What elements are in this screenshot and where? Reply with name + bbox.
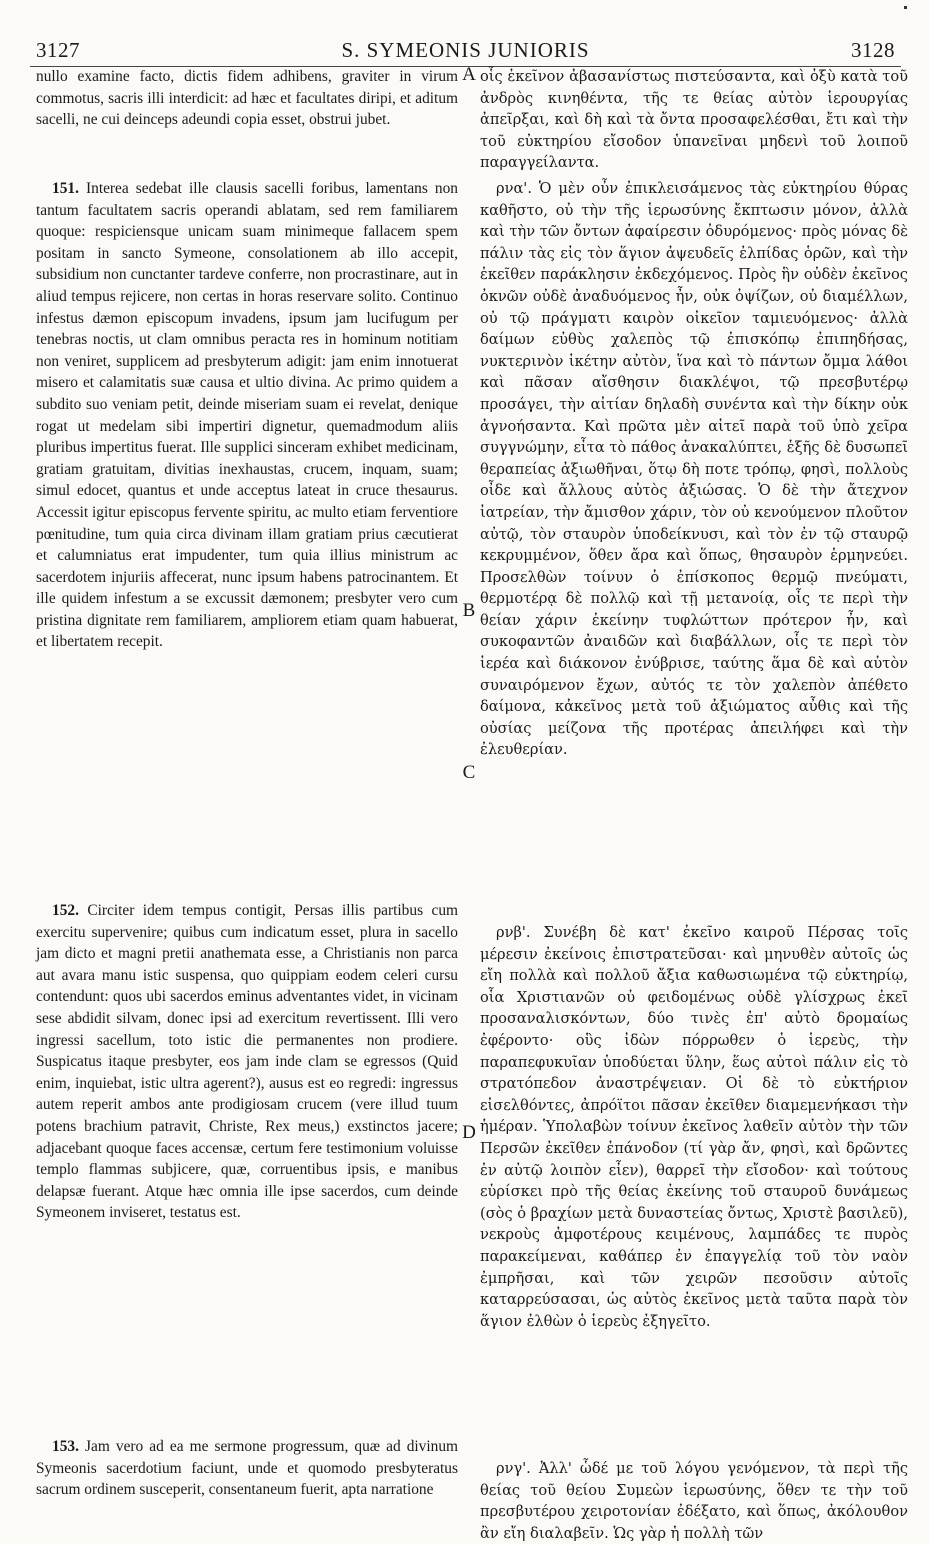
greek-paragraph-152 [480,922,908,1332]
latin-section-number-151: 151. [52,180,79,197]
page-number-left: 3127 [36,38,80,62]
greek-text-151: Ὁ μὲν οὖν ἐπικλεισάμενος τὰς εὐκτηρίου θύρας καθῆστο, οὐ τὴν τῆς ἱερωσύνης ἔκπτωσιν μόνον, ἀλλὰ καὶ τὴν τῶν ὄντων ἀφαίρεσιν ὀδυρόμενος· πρὸς μόνας δὲ πάλιν τὰς εἰς τὸν ἅγιον ἀψευδεῖς ἐλπίδας ὁρῶν, καὶ τὴν ἐκεῖθεν παράκλησιν ἐκδεχόμενος. Πρὸς ἣν οὐδὲν ἐκεῖνος ὀκνῶν οὐδὲ ἀναδυόμενος ἦν, οὐκ ὀψίζων, οὐ διαμέλλων, οὐ τῷ πράγματι καιρὸν οἰκεῖον ταμιευόμενος· ἀλλὰ δαίμων εὐθὺς χαλεπὸς τῷ ἐπισκόπῳ ἐπιπηδήσας, νυκτερινὸν ἱκέτην αὐτὸν, ἵνα καὶ τὸ πάντων ὄμμα λάθοι καὶ πᾶσαν αἴσθησιν διακλέψοι, τῷ πρεσβυτέρῳ προσάγει, τὴν αἰτίαν δηλαδὴ συνέντα καὶ τὴν δίκην οὐκ ἀγνοήσαντα. Καὶ πρῶτα μὲν αἰτεῖ παρὰ τοῦ ὑπὸ χεῖρα συγγνώμην, εἶτα τὸ πάθος ἀνακαλύπτει, ἑξῆς δὲ δυσωπεῖ θεραπείας ἀξιωθῆναι, ὅτῳ δὴ ποτε τρόπῳ, φησὶ, πολλοὺς οἶδε καὶ ἄλλους αὐτὸς ἀξιώσας. Ὁ δὲ τὴν ἄτεχνον ἰατρείαν, τὴν ἄμισθον χάριν, τὸν οὐ κενούμενον πλοῦτον αὐτῷ, τὸν σταυρὸν ὑποδείκνυσι, καὶ τὸν ἐν τῷ σταυρῷ κεκρυμμένον, ὅθεν ἄρα καὶ ὅπως, θησαυρὸν ἑρμηνεύει. Προσελθὼν τοίνυν ὁ ἐπίσκοπος θερμῷ πνεύματι, θερμοτέρᾳ δὲ πολλῷ καὶ τῇ μετανοίᾳ, οἷς τε περὶ τὴν θείαν χάριν ἐκείνην τυφλώττων πρότερον ἦν, καὶ συκοφαντῶν ἀναιδῶν καὶ διαβάλλων, οἷς τε περὶ τὸν ἱερέα καὶ διάκονον ἐνύβρισε, ταύτης ἅμα δὲ καὶ αὐτὸν συναιρόμενον ἔχων, αὐτός τε τὸν χαλεπὸν ἀπέθετο δαίμονα, κἀκεῖνος μετὰ τοῦ ἀξιώματος αὖθις καὶ τῆς οὐσίας μείζονα τῆς προτέρας ἀπειλήφει καὶ τὴν ἐλευθερίαν. [480,180,909,759]
latin-section-number-153: 153. [52,1438,79,1455]
latin-paragraph-153 [36,1436,458,1501]
greek-text-152: Συνέβη δὲ κατ' ἐκεῖνο καιροῦ Πέρσας τοῖς μέρεσιν ἐκείνοις ἐπιστρατεῦσαι· καὶ μηνυθὲν αὐτοῖς ὡς εἴη πολλὰ καὶ πολλοῦ ἄξια καθωσιωμένα τῷ εὐκτηρίῳ, οἷα Χριστιανῶν οὐ φειδομένως οὐδὲ γλίσχρως ἐκεῖ προσαναλισκόντων, δύο τινὲς ἐπ' αὐτὸ δρομαίως ἐφέροντο· οὓς ἰδὼν πόρρωθεν ὁ ἱερεὺς, τὴν παραπεφυκυῖαν ὑποδύεται ὕλην, ἕως αὐτοὶ πάλιν εἰς τὸ στρατόπεδον ἀναστρέψειαν. Οἱ δὲ τὸ εὐκτήριον εἰσελθόντες, ἀπρόϊτοι πᾶσαν ἐκεῖθεν διαμεμενήκασι τὴν ἡμέραν. Ὑπολαβὼν τοίνυν ἐκεῖνος λαθεῖν αὐτὸν τὴν τῶν Περσῶν ἐκεῖθεν ἐπάνοδον (τί γὰρ ἄν, φησὶ, καὶ δρῶντες ἐν αὐτῷ λοιπὸν εἶεν), θαρρεῖ τὴν εἴσοδον· καὶ τούτους εὑρίσκει πρὸ τῆς θείας ἐκείνης τοῦ σταυροῦ δυνάμεως (σὸς ὁ βραχίων μετὰ δυναστείας ὄντως, Χριστὲ βασιλεῦ), νεκροὺς ἀμφοτέρους κειμένους, λαμπάδες τε πυρὸς παρακείμεναι, καθάπερ ἐν ἐπαγγελίᾳ τοῦ τὸν ναὸν ἐμπρῆσαι, καὶ τῶν χειρῶν πεσοῦσιν αὐτοῖς καταρρεύσασαι, ὡς αὐτὸς ἐκεῖνος μετὰ ταῦτα παρὰ τὸν ἅγιον ἐλθὼν ὁ ἱερεὺς ἐξηγεῖτο. [480,924,908,1330]
latin-paragraph-0 [36,66,458,131]
greek-paragraph-153 [480,1458,908,1544]
greek-text-153: Ἀλλ' ὧδέ με τοῦ λόγου γενόμενον, τὰ περὶ τῆς θείας τοῦ θείου Συμεὼν ἱερωσύνης, ὅθεν τε τὴν τοῦ πρεσβυτέρου χειροτονίαν ἐδέξατο, καὶ ὅπως, ἀκόλουθον ἂν εἴη διαλαβεῖν. Ὡς γὰρ ἡ πολλὴ τῶν [480,1460,908,1542]
greek-section-number-152: ρνβ'. [496,924,531,941]
greek-section-number-153: ρνγ'. [496,1460,531,1477]
greek-section-number-151: ρνα'. [496,180,532,197]
latin-text-152: Circiter idem tempus contigit, Persas illis partibus cum exercitu supervenire; quibus cum indicatum esset, plura in sacello jam dicto et magni pretii anathemata esse, a Christianis non parca aut avara manu istic suspensa, quo quippiam eodem celeri cursu contendunt: quos ubi sacerdos eminus adventantes videt, in vicinam sese abdidit silvam, donec ipsi ad exercitum revertissent. Illi vero ingressi sacellum, toto istic die permanentes non prodiere. Suspicatus itaque presbyter, eos jam inde clam se egressos (Quid enim, inquiebat, istic ultra agerent?), ausus est eo regredi: ingressus autem reperit ambos ante prodigiosam crucem (vere illud tuum potens brachium patravit, Christe, Rex meus,) exstinctos jacere; adjacebant quoque faces accensæ, certum fere testimonium voluisse templo flammas subjicere, quæ, corruentibus ipsis, e manibus delapsæ fuerant. Atque hæc omnia ille ipse sacerdos, cum deinde Symeonem inviseret, testatus est. [36,902,458,1222]
latin-text-153: Jam vero ad ea me sermone progressum, quæ ad divinum Symeonis sacerdotium faciunt, unde et quomodo presbyteratus sacrum ordinem susceperit, consentaneum fuerit, apta narratione [36,1438,459,1499]
greek-paragraph-0 [480,66,908,174]
latin-text-151: Interea sedebat ille clausis sacelli foribus, lamentans non tantum facultatem sacris operandi ablatam, sed rem familiarem quoque: respiciensque unicam suam minimeque fallacem spem positam in sancto Symeone, consolationem ab illo accepit, subsidium non cunctanter tardeve conferre, non procrastinare, aut in aliud tempus rejicere, non certas in horas reservare solito. Continuo infestus dæmon episcopum invadens, ipsum jam lucifugum per tenebras noctis, ut clam omnibus peracta res in hominum notitiam non veniret, supplicem ad presbyterum adigit: jam enim innotuerat misero et calamitatis suæ causa et ultio divina. Ac primo quidem a subdito suo veniam petit, deinde miseriam suam ei revelat, denique rogat ut medelam sibi impertiri dignetur, quemadmodum aliis pluribus impertitus fuerat. Ille supplici sinceram exhibet medicinam, gratiam gratuitam, divitias inexhaustas, crucem, inquam, suam; simul edocet, quantus et unde acceptus lateat in cruce thesaurus. Accessit igitur episcopus fervente spiritu, ac multo etiam ferventiore pœnitudine, tum quia circa divinam illam gratiam prius cæcutierat et calumniatus erat impudenter, tum quia illius ministrum ac sacerdotem injuriis affecerat, nunc ipsum habens patrocinantem. Et ille quidem infestum a se excussit dæmonem; presbyter vero cum pristina dignitate rem familiarem, ampliorem etiam quam habuerat, et libertatem recepit. [36,180,458,651]
page-number-right: 3128 [851,38,895,62]
ink-speck [904,6,907,9]
margin-marker-d: D [462,1122,476,1143]
margin-marker-a: A [462,64,476,85]
latin-paragraph-152 [36,900,458,1224]
latin-text-0: nullo examine facto, dictis fidem adhibens, graviter in virum commotus, sacris illi interdicit: ad hæc et facultates diripi, et aditum sacelli, ne cui deinceps adeundi copia esset, obstrui jubet. [36,68,458,129]
latin-paragraph-151 [36,178,458,653]
margin-marker-b: B [462,600,476,621]
latin-column [36,66,458,1526]
page-header [30,36,901,67]
greek-paragraph-151 [480,178,908,761]
greek-column [480,66,909,1542]
greek-text-0: οἷς ἐκεῖνον ἀβασανίστως πιστεύσαντα, καὶ ὀξὺ κατὰ τοῦ ἀνδρὸς κινηθέντα, τῆς τε θείας αὐτὸν ἱερουργίας ἀπεῖρξαι, καὶ δὴ καὶ τὰ ὄντα προσαφελέσθαι, ἔτι καὶ τὴν τοῦ εὐκτηρίου εἴσοδον ὑπανεῖναι μηδενὶ τοῦ λοιποῦ παραγγείλαντα. [480,68,908,172]
margin-marker-c: C [462,762,476,783]
running-title: S. SYMEONIS JUNIORIS [341,38,590,62]
latin-section-number-152: 152. [52,902,79,919]
